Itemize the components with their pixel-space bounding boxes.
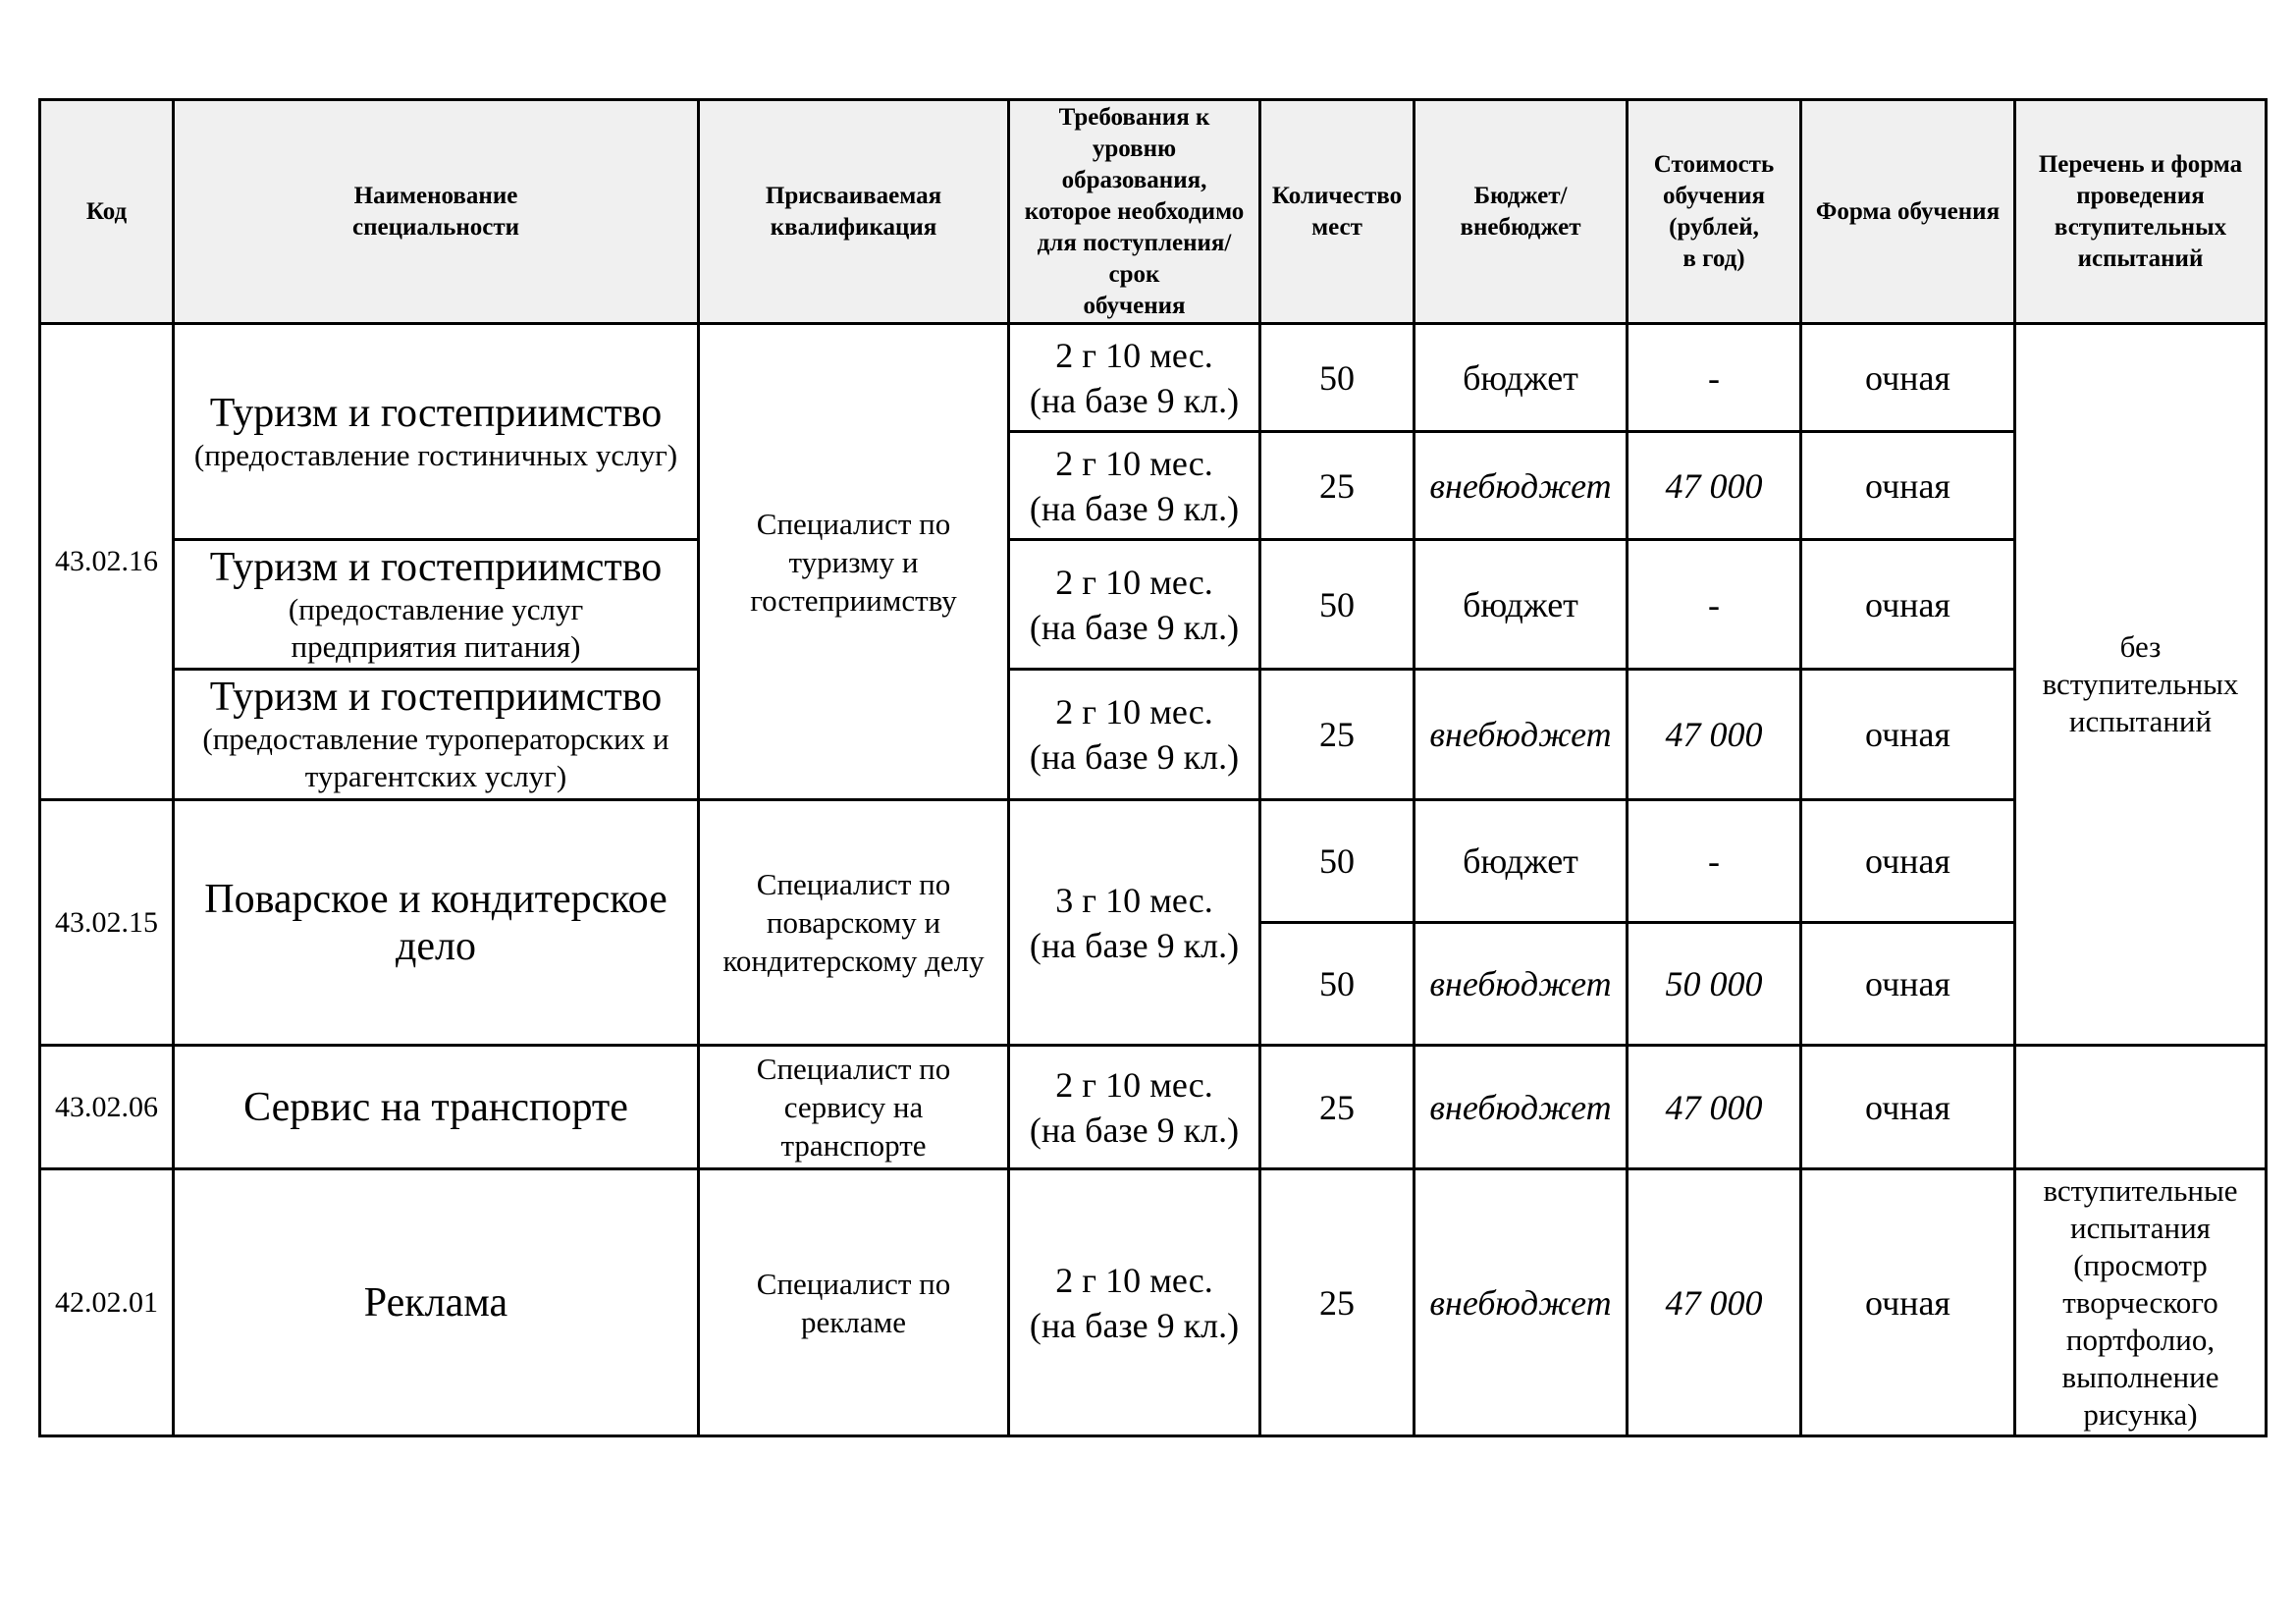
- header-cost: Стоимость обучения (рублей, в год): [1628, 100, 1801, 324]
- table-row: [40, 540, 2267, 670]
- header-code: Код: [40, 100, 174, 324]
- header-row: [40, 100, 2267, 324]
- funding-type: внебюджет: [1415, 670, 1628, 800]
- specialty-name: Туризм и гостеприимство (предоставление гостиничных услуг): [174, 324, 699, 540]
- header-exams: Перечень и форма проведения вступительных испытаний: [2015, 100, 2267, 324]
- qualification: Специалист по сервису на транспорте: [699, 1046, 1009, 1169]
- funding-type: внебюджет: [1415, 923, 1628, 1046]
- study-form: очная: [1801, 923, 2015, 1046]
- table-row: [40, 800, 2267, 923]
- qualification: Специалист по рекламе: [699, 1169, 1009, 1436]
- specialty-name: Туризм и гостеприимство (предоставление туроператорских и турагентских услуг): [174, 670, 699, 800]
- specialty-name: Сервис на транспорте: [174, 1046, 699, 1169]
- tuition-cost: 47 000: [1628, 1169, 1801, 1436]
- study-term: 2 г 10 мес. (на базе 9 кл.): [1009, 1046, 1260, 1169]
- tuition-cost: -: [1628, 800, 1801, 923]
- specialty-name: Туризм и гостеприимство (предоставление услуг предприятия питания): [174, 540, 699, 670]
- tuition-cost: 47 000: [1628, 432, 1801, 540]
- admissions-table: [38, 98, 2268, 1437]
- specialty-code: 43.02.16: [40, 324, 174, 800]
- header-seats: Количество мест: [1260, 100, 1415, 324]
- seats-count: 50: [1260, 800, 1415, 923]
- study-form: очная: [1801, 324, 2015, 432]
- tuition-cost: 50 000: [1628, 923, 1801, 1046]
- study-term: 2 г 10 мес. (на базе 9 кл.): [1009, 540, 1260, 670]
- study-term: 2 г 10 мес. (на базе 9 кл.): [1009, 1169, 1260, 1436]
- study-form: очная: [1801, 1046, 2015, 1169]
- tuition-cost: -: [1628, 540, 1801, 670]
- seats-count: 25: [1260, 1169, 1415, 1436]
- study-term: 2 г 10 мес. (на базе 9 кл.): [1009, 670, 1260, 800]
- entrance-exams: [2015, 1046, 2267, 1169]
- study-term: 2 г 10 мес. (на базе 9 кл.): [1009, 324, 1260, 432]
- study-form: очная: [1801, 1169, 2015, 1436]
- seats-count: 50: [1260, 923, 1415, 1046]
- table-row: [40, 1169, 2267, 1436]
- tuition-cost: 47 000: [1628, 670, 1801, 800]
- study-form: очная: [1801, 800, 2015, 923]
- specialty-code: 43.02.06: [40, 1046, 174, 1169]
- seats-count: 50: [1260, 324, 1415, 432]
- tuition-cost: 47 000: [1628, 1046, 1801, 1169]
- table-row: [40, 324, 2267, 432]
- qualification: Специалист по туризму и гостеприимству: [699, 324, 1009, 800]
- seats-count: 25: [1260, 432, 1415, 540]
- header-name: Наименование специальности: [174, 100, 699, 324]
- tuition-cost: -: [1628, 324, 1801, 432]
- study-form: очная: [1801, 670, 2015, 800]
- entrance-exams: вступительные испытания (просмотр творческого портфолио, выполнение рисунка): [2015, 1169, 2267, 1436]
- funding-type: внебюджет: [1415, 432, 1628, 540]
- header-requirements: Требования к уровню образования, которое необходимо для поступления/ срок обучения: [1009, 100, 1260, 324]
- table-row: [40, 1046, 2267, 1169]
- qualification: Специалист по поварскому и кондитерскому делу: [699, 800, 1009, 1046]
- seats-count: 25: [1260, 1046, 1415, 1169]
- funding-type: внебюджет: [1415, 1169, 1628, 1436]
- seats-count: 25: [1260, 670, 1415, 800]
- header-form: Форма обучения: [1801, 100, 2015, 324]
- specialty-name: Реклама: [174, 1169, 699, 1436]
- specialty-name: Поварское и кондитерское дело: [174, 800, 699, 1046]
- funding-type: бюджет: [1415, 324, 1628, 432]
- funding-type: бюджет: [1415, 540, 1628, 670]
- table-row: [40, 670, 2267, 800]
- study-term: 3 г 10 мес. (на базе 9 кл.): [1009, 800, 1260, 1046]
- specialty-code: 43.02.15: [40, 800, 174, 1046]
- entrance-exams: без вступительных испытаний: [2015, 324, 2267, 1046]
- study-form: очная: [1801, 540, 2015, 670]
- specialty-code: 42.02.01: [40, 1169, 174, 1436]
- header-funding: Бюджет/ внебюджет: [1415, 100, 1628, 324]
- funding-type: внебюджет: [1415, 1046, 1628, 1169]
- funding-type: бюджет: [1415, 800, 1628, 923]
- seats-count: 50: [1260, 540, 1415, 670]
- header-qualification: Присваиваемая квалификация: [699, 100, 1009, 324]
- study-term: 2 г 10 мес. (на базе 9 кл.): [1009, 432, 1260, 540]
- study-form: очная: [1801, 432, 2015, 540]
